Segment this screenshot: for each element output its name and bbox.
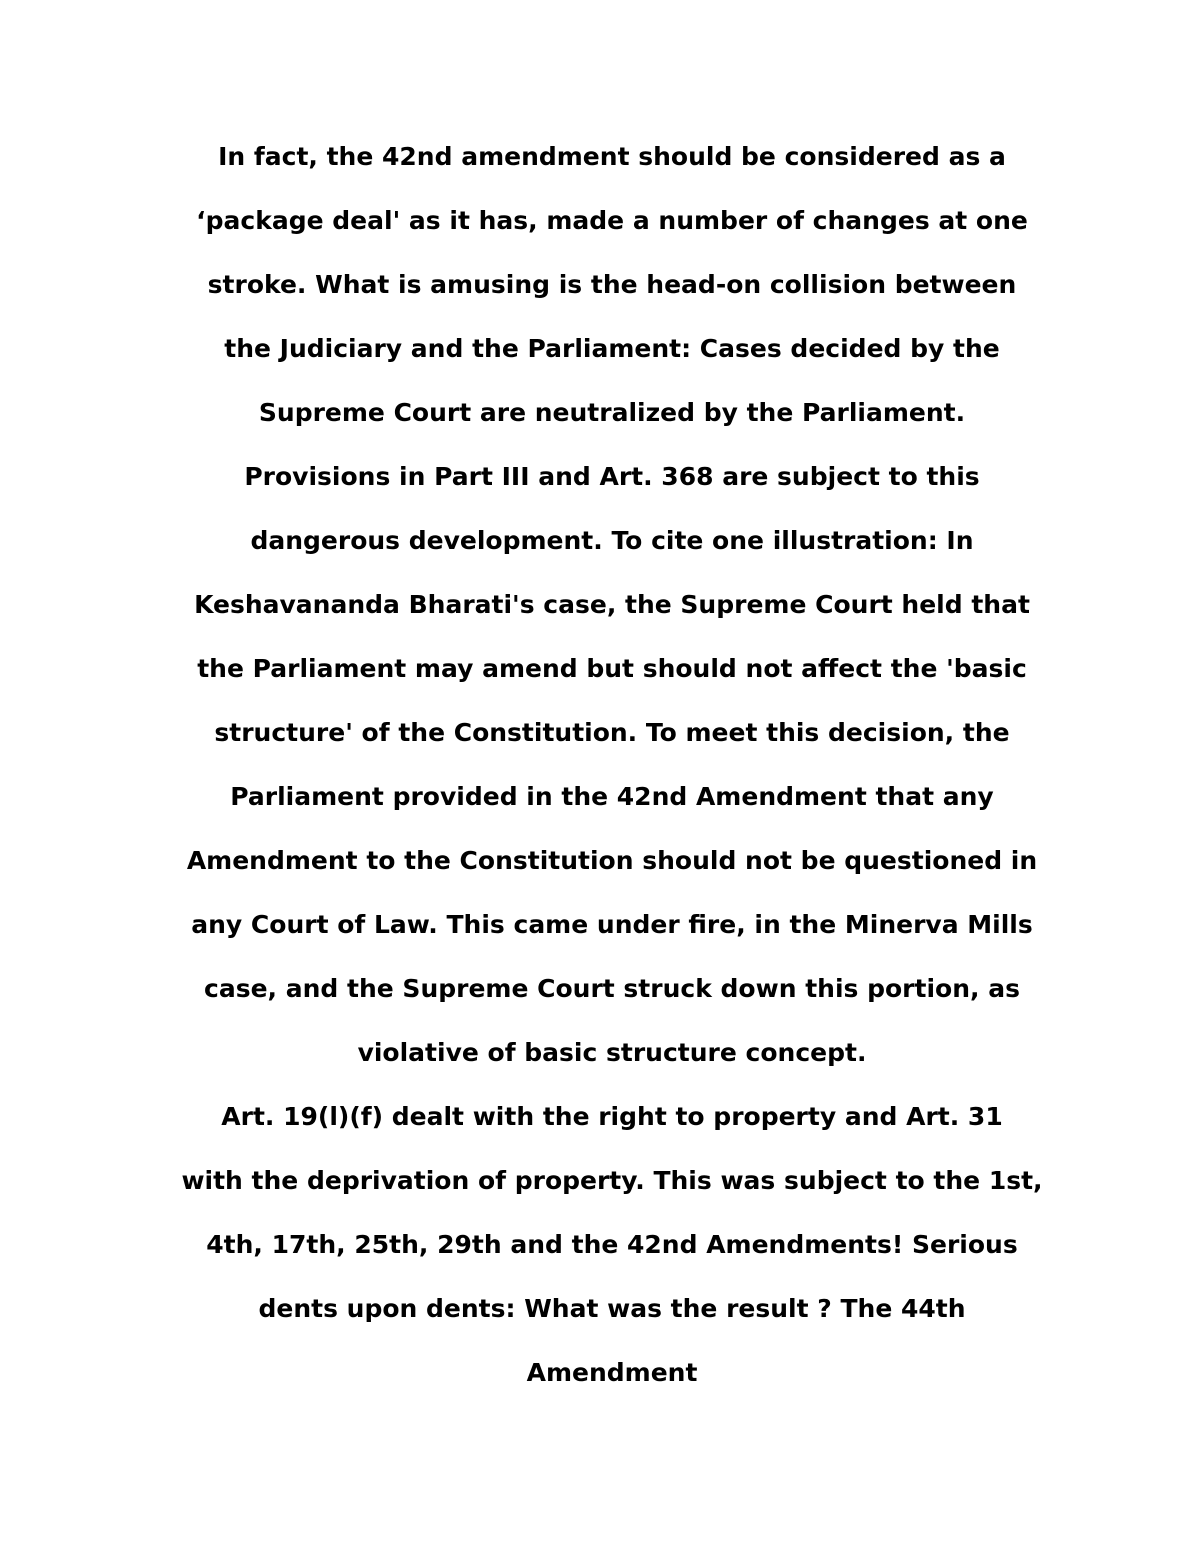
text-line: violative of basic structure concept.	[357, 1038, 867, 1067]
text-line: dents upon dents: What was the result ? The 44th	[258, 1294, 966, 1323]
text-line: Keshavananda Bharati's case, the Supreme Court held that	[194, 590, 1030, 619]
paragraph-right-to-property	[100, 1085, 1124, 1405]
text-line: structure' of the Constitution. To meet this decision, the	[214, 718, 1010, 747]
text-line: Amendment to the Constitution should not be questioned in	[186, 846, 1038, 875]
text-line: ‘package deal' as it has, made a number of changes at one	[196, 206, 1028, 235]
text-line: the Judiciary and the Parliament: Cases decided by the	[224, 334, 1000, 363]
paragraph-42nd-amendment	[100, 125, 1124, 1085]
text-line: stroke. What is amusing is the head-on collision between	[207, 270, 1017, 299]
text-line: dangerous development. To cite one illustration: In	[250, 526, 974, 555]
text-line: with the deprivation of property. This was subject to the 1st,	[181, 1166, 1043, 1195]
text-line: the Parliament may amend but should not affect the 'basic	[197, 654, 1027, 683]
text-line: any Court of Law. This came under fire, in the Minerva Mills	[191, 910, 1033, 939]
text-line: case, and the Supreme Court struck down this portion, as	[204, 974, 1020, 1003]
text-line: Amendment	[526, 1358, 698, 1387]
text-line: Parliament provided in the 42nd Amendment that any	[230, 782, 994, 811]
text-line: Supreme Court are neutralized by the Parliament.	[258, 398, 966, 427]
text-line: Art. 19(l)(f) dealt with the right to property and Art. 31	[221, 1102, 1003, 1131]
text-line: In fact, the 42nd amendment should be considered as a	[218, 142, 1006, 171]
text-line: 4th, 17th, 25th, 29th and the 42nd Amendments! Serious	[206, 1230, 1018, 1259]
document-body	[100, 125, 1124, 1405]
text-line: Provisions in Part III and Art. 368 are subject to this	[244, 462, 980, 491]
